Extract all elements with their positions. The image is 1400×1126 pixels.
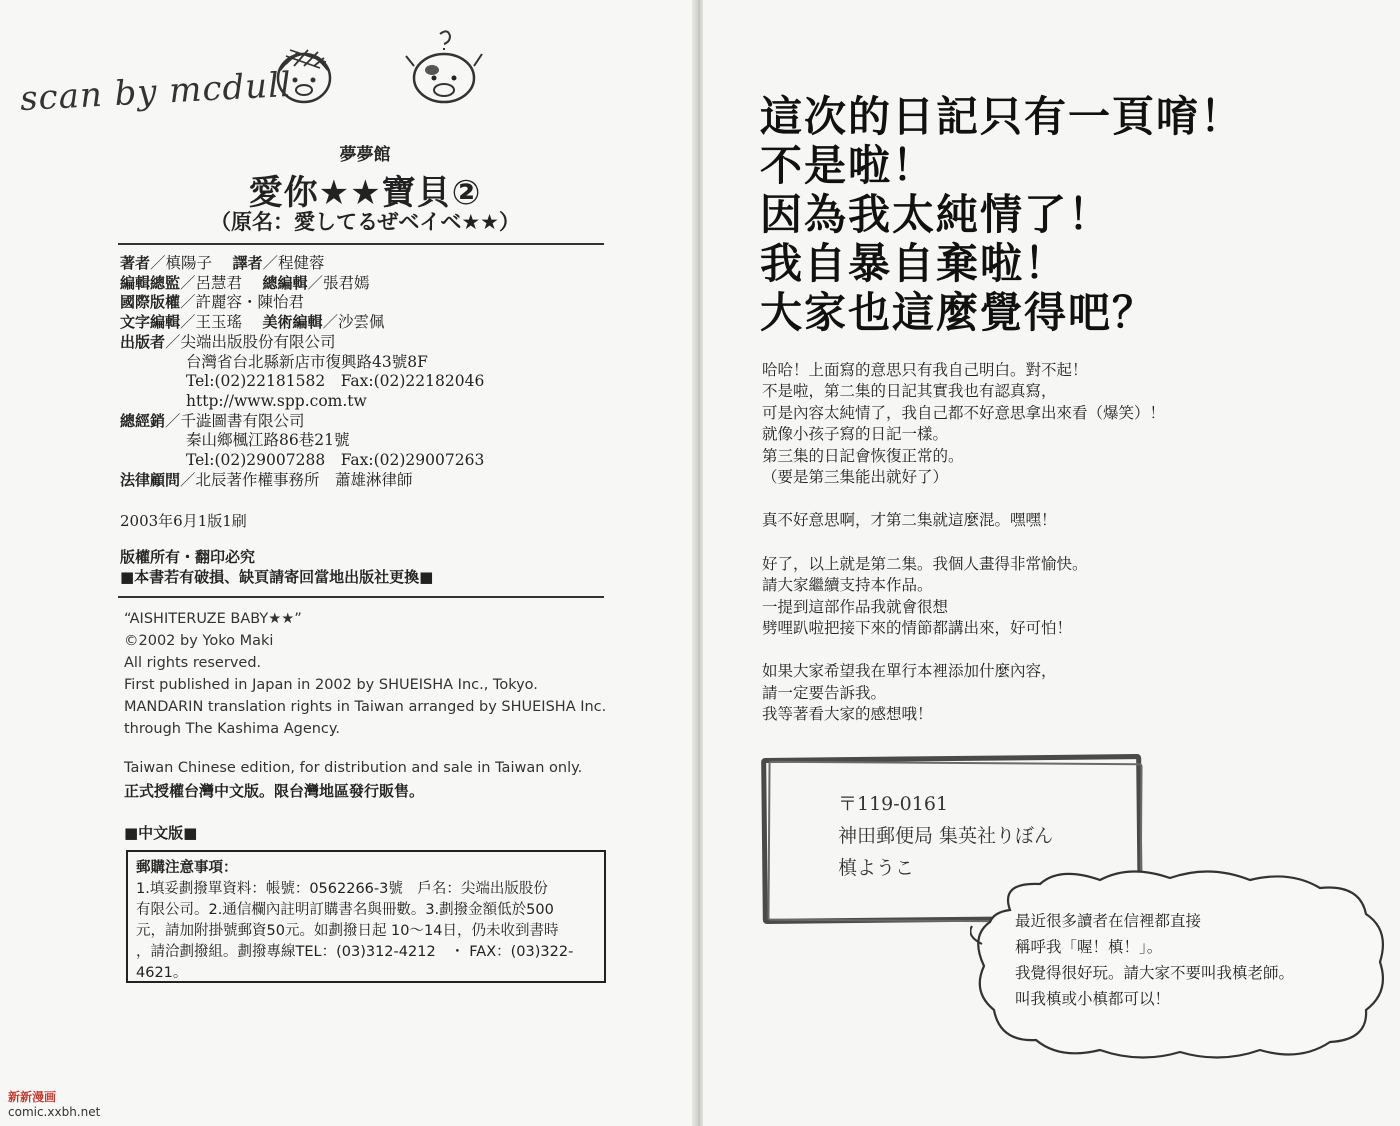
credit-label: 總編輯 bbox=[262, 273, 308, 292]
paragraph-gap bbox=[762, 639, 1165, 661]
rights-line: ■本書若有破損、缺頁請寄回當地出版社更換■ bbox=[120, 568, 434, 586]
credit-value: ／程健蓉 bbox=[262, 254, 325, 272]
diary-line: 可是內容太純情了，我自己都不好意思拿出來看（爆笑）！ bbox=[762, 403, 1166, 422]
diary-line: 哈哈！上面寫的意思只有我自己明白。對不起！ bbox=[762, 361, 1088, 379]
copyright-line: First published in Japan in 2002 by SHUEISHA Inc., Tokyo. bbox=[124, 677, 538, 693]
diary-line: 不是啦，第二集的日記其實我也有認真寫， bbox=[762, 382, 1057, 401]
paragraph-gap bbox=[762, 488, 1165, 510]
english-copyright bbox=[124, 608, 606, 740]
diary-line: 我等著看大家的感想哦！ bbox=[762, 705, 933, 724]
credit-value: ／千澁圖書有限公司 bbox=[165, 411, 305, 430]
diary-line: 劈哩趴啦把接下來的情節都講出來，好可怕！ bbox=[762, 619, 1073, 638]
credit-row bbox=[120, 254, 484, 274]
taiwan-edition-en: Taiwan Chinese edition, for distribution and sale in Taiwan only. bbox=[124, 760, 583, 776]
diary-line: 請大家繼續支持本作品。 bbox=[762, 576, 933, 595]
credit-label: 文字編輯 bbox=[120, 313, 181, 332]
copyright-line: “AISHITERUZE BABY★★” bbox=[124, 611, 302, 627]
bubble-message bbox=[1015, 908, 1294, 1012]
scan-credit: scan by mcdull bbox=[19, 64, 293, 120]
diary-line: 真不好意思啊，才第二集就這麼混。嘿嘿！ bbox=[762, 511, 1057, 530]
diary-line: 一提到這部作品我就會很想 bbox=[762, 597, 949, 616]
mail-order-line: 1.填妥劃撥單資料：帳號：0562266-3號 戶名：尖端出版股份 bbox=[136, 881, 548, 897]
handwritten-headline bbox=[760, 92, 1244, 337]
taiwan-edition-zh: 正式授權台灣中文版。限台灣地區發行販售。 bbox=[124, 782, 425, 800]
mail-order-notice bbox=[126, 850, 606, 983]
credit-label: 出版者 bbox=[120, 332, 166, 351]
headline-line: 我自暴自棄啦！ bbox=[760, 239, 1069, 288]
mail-order-line: 元，請加附掛號郵資50元。如劃撥日起 10～14日，仍未收到書時 bbox=[136, 923, 559, 939]
credit-row bbox=[120, 274, 484, 294]
credit-value: ／呂慧君 bbox=[180, 273, 243, 292]
edition-date: 2003年6月1版1刷 bbox=[120, 512, 247, 530]
credit-row bbox=[120, 412, 484, 432]
paragraph-gap bbox=[762, 532, 1165, 554]
credit-row bbox=[120, 313, 484, 333]
credit-label: 總經銷 bbox=[120, 411, 166, 430]
site-name: 新新漫画 bbox=[8, 1090, 57, 1104]
credit-row bbox=[120, 293, 484, 313]
divider bbox=[118, 243, 604, 245]
rights-notice bbox=[120, 547, 433, 587]
copyright-line: through The Kashima Agency. bbox=[124, 721, 341, 737]
headline-line: 不是啦！ bbox=[760, 141, 937, 190]
bubble-line: 最近很多讀者在信裡都直接 bbox=[1015, 912, 1202, 930]
chinese-edition-label: ■中文版■ bbox=[124, 824, 198, 842]
mail-order-line: 4621。 bbox=[136, 965, 188, 981]
diary-line: 好了，以上就是第二集。我個人畫得非常愉快。 bbox=[762, 554, 1088, 573]
headline-line: 因為我太純情了！ bbox=[760, 190, 1113, 239]
credit-label: 法律顧問 bbox=[120, 470, 181, 489]
mail-order-line: 有限公司。2.通信欄內註明訂購書名與冊數。3.劃撥金額低於500 bbox=[136, 902, 554, 918]
site-watermark bbox=[8, 1090, 100, 1120]
credit-label: 著者 bbox=[120, 254, 151, 272]
credit-label: 編輯總監 bbox=[120, 273, 181, 292]
author-diary bbox=[762, 360, 1165, 726]
bubble-line: 我覺得很好玩。請大家不要叫我槙老師。 bbox=[1015, 964, 1295, 982]
headline-line: 這次的日記只有一頁唷！ bbox=[760, 92, 1245, 141]
address-name: 槙ようこ bbox=[838, 857, 915, 879]
acorn-pig-doodle-icon bbox=[268, 36, 340, 108]
credit-value: ／沙雲佩 bbox=[322, 313, 385, 332]
credit-label: 國際版權 bbox=[120, 293, 181, 312]
credit-value: ／槙陽子 bbox=[150, 254, 213, 272]
rights-line: 版權所有・翻印必究 bbox=[120, 548, 256, 566]
credit-row bbox=[120, 333, 484, 353]
copyright-line: All rights reserved. bbox=[124, 655, 262, 671]
headline-line: 大家也這麼覺得吧？ bbox=[760, 288, 1157, 337]
original-title: （原名：愛してるぜベイベ★★） bbox=[209, 210, 521, 234]
diary-line: 第三集的日記會恢復正常的。 bbox=[762, 446, 964, 465]
mail-order-title: 郵購注意事項： bbox=[136, 860, 238, 876]
address-line: 神田郵便局 集英社りぼん bbox=[838, 825, 1054, 847]
credit-value: ／許麗容・陳怡君 bbox=[180, 293, 305, 312]
publisher-address: 台灣省台北縣新店市復興路43號8F bbox=[186, 352, 428, 371]
publisher-imprint: 夢夢館 bbox=[339, 145, 391, 165]
credits-block bbox=[120, 254, 484, 490]
diary-line: 請一定要告訴我。 bbox=[762, 683, 887, 702]
diary-line: 如果大家希望我在單行本裡添加什麼內容， bbox=[762, 662, 1057, 681]
credit-label: 美術編輯 bbox=[262, 313, 323, 332]
book-title: 愛你★★寶貝② bbox=[248, 173, 482, 213]
mail-order-line: ，請洽劃撥組。劃撥專線TEL：(03)312-4212 ・ FAX：(03)322- bbox=[136, 944, 574, 960]
copyright-line: ©2002 by Yoko Maki bbox=[124, 633, 274, 649]
publisher-url: http://www.spp.com.tw bbox=[186, 391, 367, 410]
distributor-address: 秦山鄉楓江路86巷21號 bbox=[186, 431, 350, 450]
credit-value: ／尖端出版股份有限公司 bbox=[165, 332, 336, 351]
publisher-tel: Tel:(02)22181582 Fax:(02)22182046 bbox=[186, 372, 485, 391]
credit-label: 譯者 bbox=[232, 254, 263, 272]
credit-value: ／王玉瑤 bbox=[180, 313, 243, 332]
distributor-tel: Tel:(02)29007288 Fax:(02)29007263 bbox=[186, 451, 485, 470]
diary-line: （要是第三集能出就好了） bbox=[762, 468, 949, 487]
credit-value: ／北辰著作權事務所 蕭雄淋律師 bbox=[180, 470, 413, 489]
postal-code: 〒119-0161 bbox=[838, 793, 949, 815]
bubble-line: 稱呼我「喔！槙！」。 bbox=[1015, 938, 1163, 956]
credit-value: ／張君嫣 bbox=[307, 273, 370, 292]
diary-line: 就像小孩子寫的日記一樣。 bbox=[762, 425, 949, 444]
site-url: comic.xxbh.net bbox=[8, 1105, 101, 1119]
copyright-line: MANDARIN translation rights in Taiwan arranged by SHUEISHA Inc. bbox=[124, 699, 607, 715]
bubble-line: 叫我槙或小槙都可以！ bbox=[1015, 990, 1171, 1008]
cow-doodle-icon bbox=[404, 26, 486, 108]
credit-row bbox=[120, 471, 484, 491]
divider bbox=[118, 596, 604, 598]
